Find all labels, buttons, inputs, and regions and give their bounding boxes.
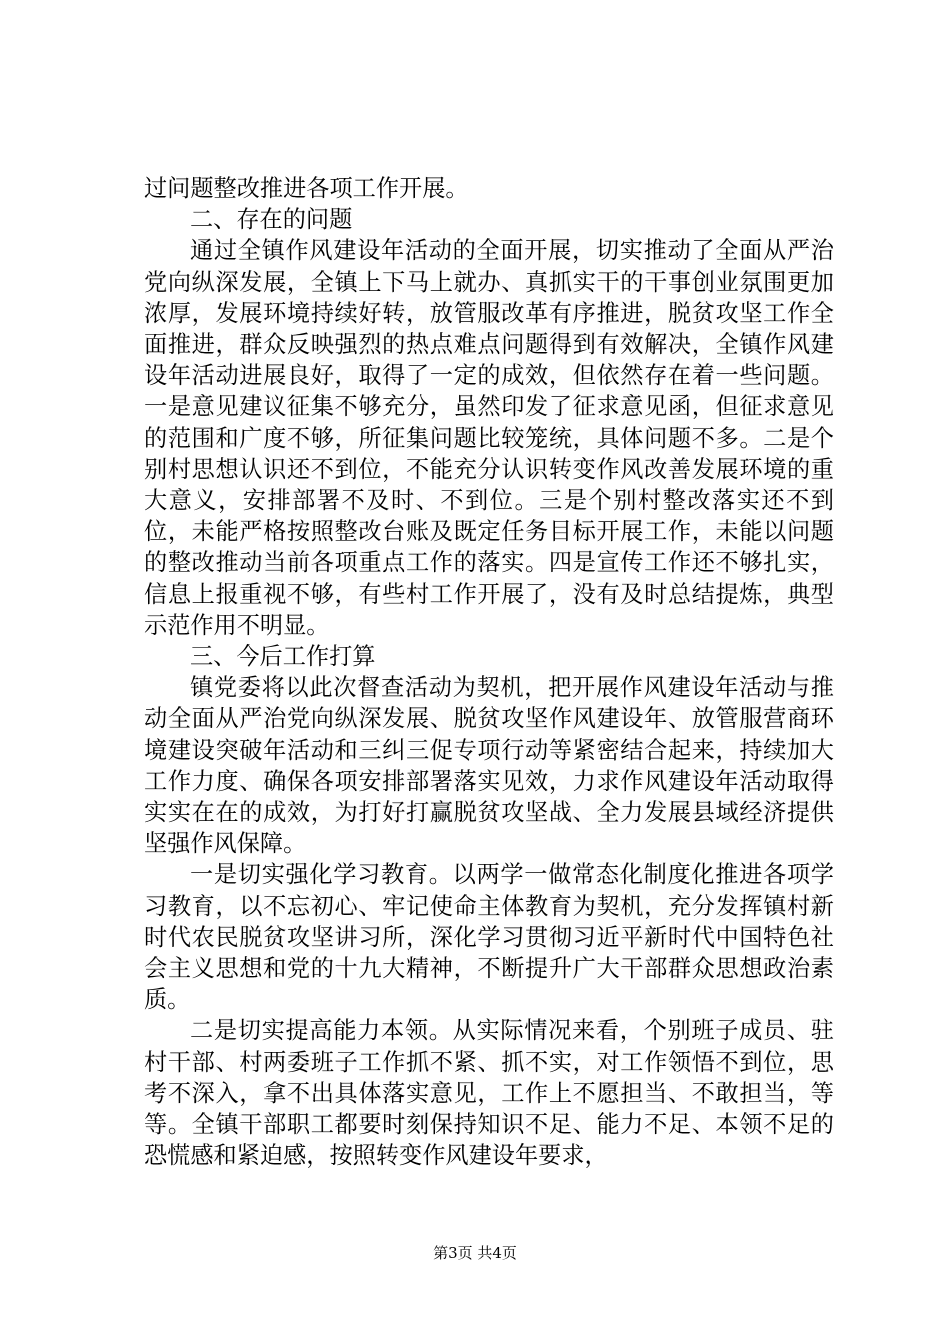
paragraph: 一是切实强化学习教育。以两学一做常态化制度化推进各项学习教育，以不忘初心、牢记使命主体教育为契机，充分发挥镇村新时代农民脱贫攻坚讲习所，深化学习贯彻习近平新时代中国特色社会主义思想和党的十九大精神，不断提升广大干部群众思想政治素质。 [144, 861, 834, 1014]
page-number: 第3页 共4页 [433, 1244, 517, 1262]
paragraph: 通过全镇作风建设年活动的全面开展，切实推动了全面从严治党向纵深发展，全镇上下马上就办、真抓实干的干事创业氛围更加浓厚，发展环境持续好转，放管服改革有序推进，脱贫攻坚工作全面推进，群众反映强烈的热点难点问题得到有效解决，全镇作风建设年活动进展良好，取得了一定的成效，但依然存在着一些问题。一是意见建议征集不够充分，虽然印发了征求意见函，但征求意见的范围和广度不够，所征集问题比较笼统，具体问题不多。二是个别村思想认识还不到位，不能充分认识转变作风改善发展环境的重大意义，安排部署不及时、不到位。三是个别村整改落实还不到位，未能严格按照整改台账及既定任务目标开展工作，未能以问题的整改推动当前各项重点工作的落实。四是宣传工作还不够扎实，信息上报重视不够，有些村工作开展了，没有及时总结提炼，典型示范作用不明显。 [144, 237, 834, 639]
body-text [144, 173, 834, 1172]
paragraph: 镇党委将以此次督查活动为契机，把开展作风建设年活动与推动全面从严治党向纵深发展、脱贫攻坚作风建设年、放管服营商环境建设突破年活动和三纠三促专项行动等紧密结合起来，持续加大工作力度、确保各项安排部署落实见效，力求作风建设年活动取得实实在在的成效，为打好打赢脱贫攻坚战、全力发展县域经济提供坚强作风保障。 [144, 674, 834, 858]
section-heading: 三、今后工作打算 [190, 643, 376, 671]
paragraph: 过问题整改推进各项工作开展。 [144, 175, 469, 202]
paragraph: 二是切实提高能力本领。从实际情况来看，个别班子成员、驻村干部、村两委班子工作抓不紧、抓不实，对工作领悟不到位，思考不深入，拿不出具体落实意见，工作上不愿担当、不敢担当，等等。全镇干部职工都要时刻保持知识不足、能力不足、本领不足的恐慌感和紧迫感，按照转变作风建设年要求， [144, 1017, 834, 1170]
section-heading: 二、存在的问题 [190, 206, 353, 234]
